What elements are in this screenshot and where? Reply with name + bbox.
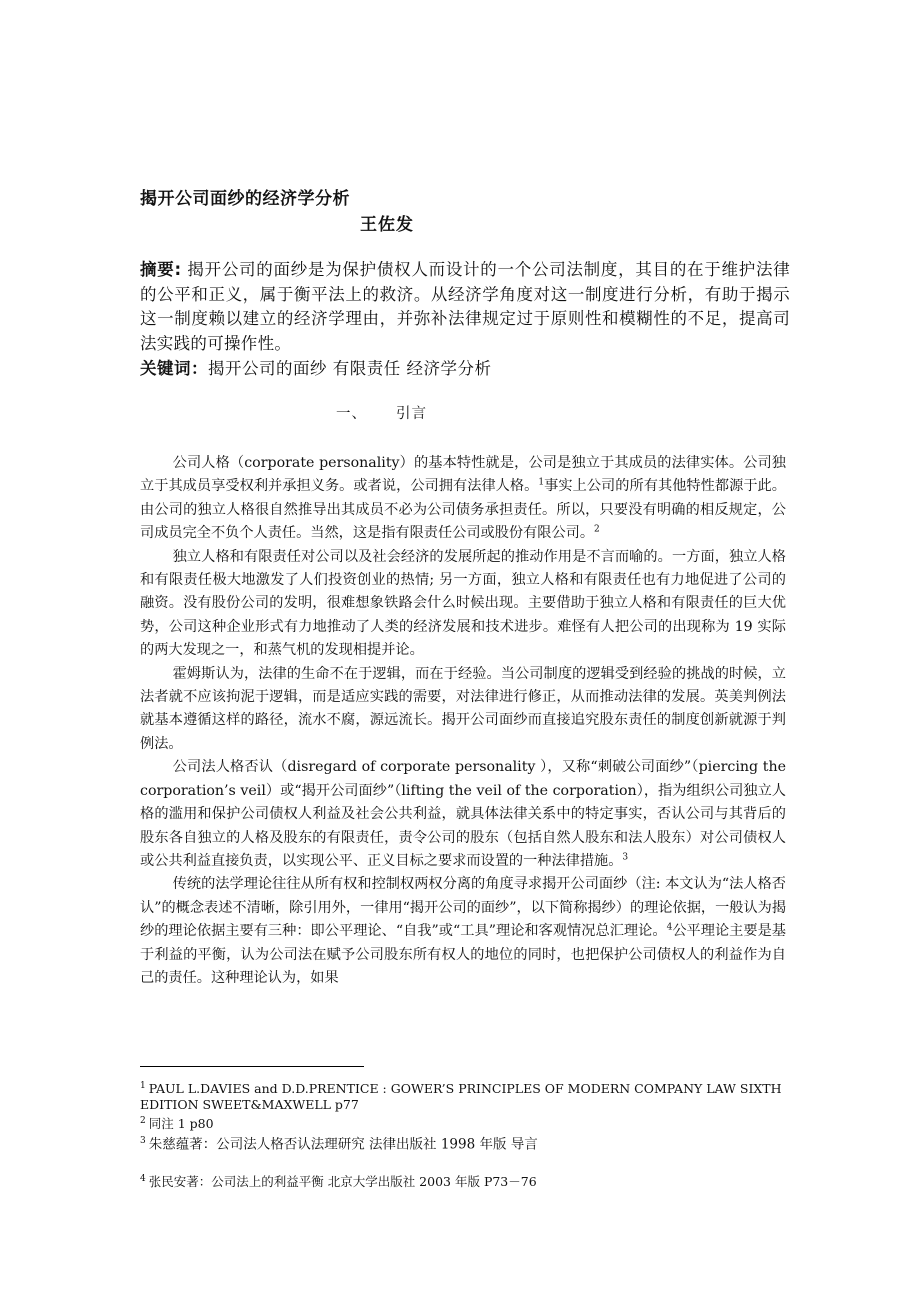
body-text xyxy=(140,452,786,990)
footnote xyxy=(140,1113,790,1132)
abstract-label: 摘要: xyxy=(140,260,182,279)
footnote-ref[interactable]: 4 xyxy=(666,922,673,933)
section-heading xyxy=(336,402,427,423)
footnote-mark: 1 xyxy=(140,1081,146,1091)
footnote-mark: 2 xyxy=(140,1116,146,1126)
section-number: 一、 xyxy=(336,406,367,422)
paragraph-text: 公司人格（corporate personality）的基本特性就是，公司是独立于其成员的法律实体。公司独立于其成员享受权利并承担义务。或者说，公司拥有法律人格。 xyxy=(140,455,786,495)
footnote xyxy=(140,1078,790,1113)
paragraph-text: 传统的法学理论往往从所有权和控制权两权分离的角度寻求揭开公司面纱（注: 本文认为“法人格否认”的概念表述不清晰，除引用外，一律用“揭开公司的面纱”，以下简称揭纱）的理论依据，一般认为揭纱的理论依据主要有三种：即公平理论、“自我”或“工具”理论和客观情况总汇理论。 xyxy=(140,876,787,940)
abstract xyxy=(140,258,790,356)
footnote-ref[interactable]: 1 xyxy=(538,477,545,488)
paragraph-text: 独立人格和有限责任对公司以及社会经济的发展所起的推动作用是不言而喻的。一方面，独立人格和有限责任极大地激发了人们投资创业的热情; 另一方面，独立人格和有限责任也有力地促进了公司的融资。没有股份公司的发明，很难想象铁路会什么时候出现。主要借助于独立人格和有限责任的巨大优势，公司这种企业形式有力地推动了人类的经济发展和技术进步。难怪有人把公司的出现称为 19 实际的两大发现之一，和蒸气机的发现相提并论。 xyxy=(140,548,786,659)
keywords xyxy=(140,355,492,379)
paragraph-text: 公平理论主要是基于利益的平衡，认为公司法在赋予公司股东所有权人的地位的同时，也把保护公司债权人的利益作为自己的责任。这种理论认为，如果 xyxy=(140,923,786,986)
keywords-label: 关键词： xyxy=(140,359,208,378)
paragraph xyxy=(140,756,786,873)
paragraph xyxy=(140,663,786,757)
footnote-ref[interactable]: 2 xyxy=(594,524,600,535)
section-title: 引言 xyxy=(396,406,427,422)
footnote-mark: 4 xyxy=(140,1174,146,1184)
paragraph-text: 公司法人格否认（disregard of corporate personality ），又称“刺破公司面纱”（piercing the corporation’s veil）或“揭开公司面纱”（lifting the veil of the corporation），指为组织公司独立人格的滥用和保护公司债权人利益及社会公共利益，就具体法律关系中的特定事实，否认公司与其背后的股东各自独立的人格及股东的有限责任，责令公司的股东（包括自然人股东和法人股东）对公司债权人或公共利益直接负责，以实现公平、正义目标之要求而设置的一种法律措施。 xyxy=(140,759,786,869)
abstract-text: 揭开公司的面纱是为保护债权人而设计的一个公司法制度，其目的在于维护法律的公平和正义，属于衡平法上的救济。从经济学角度对这一制度进行分析，有助于揭示这一制度赖以建立的经济学理由，并弥补法律规定过于原则性和模糊性的不足，提高司法实践的可操作性。 xyxy=(140,260,791,353)
paragraph xyxy=(140,452,786,546)
paragraph-text: 事实上公司的所有其他特性都源于此。由公司的独立人格很自然推导出其成员不必为公司债务承担责任。所以，只要没有明确的相反规定，公司成员完全不负个人责任。当然，这是指有限责任公司或股份有限公司。 xyxy=(140,478,786,542)
keywords-text: 揭开公司的面纱 有限责任 经济学分析 xyxy=(208,359,492,378)
author-name: 王佐发 xyxy=(360,215,414,235)
footnote-text: 同注 1 p80 xyxy=(148,1116,214,1132)
paragraph xyxy=(140,546,786,663)
page-title: 揭开公司面纱的经济学分析 xyxy=(140,189,350,209)
paragraph xyxy=(140,873,786,990)
footnote xyxy=(140,1133,790,1153)
paragraph-text: 霍姆斯认为，法律的生命不在于逻辑，而在于经验。当公司制度的逻辑受到经验的挑战的时候，立法者就不应该拘泥于逻辑，而是适应实践的需要，对法律进行修正，从而推动法律的发展。英美判例法就基本遵循这样的路径，流水不腐，源远流长。揭开公司面纱而直接追究股东责任的制度创新就源于判例法。 xyxy=(140,665,786,752)
footnote xyxy=(140,1171,790,1190)
footnote-divider xyxy=(140,1066,364,1067)
footnote-text: 朱慈蕴著：公司法人格否认法理研究 法律出版社 1998 年版 导言 xyxy=(148,1136,538,1153)
footnote-text: 张民安著：公司法上的利益平衡 北京大学出版社 2003 年版 P73－76 xyxy=(148,1174,537,1190)
footnote-ref[interactable]: 3 xyxy=(622,852,629,863)
footnote-text: PAUL L.DAVIES and D.D.PRENTICE : GOWER’S PRINCIPLES OF MODERN COMPANY LAW SIXTH EDITION SWEET&MAXWELL p77 xyxy=(140,1081,782,1113)
footnote-mark: 3 xyxy=(140,1136,146,1146)
